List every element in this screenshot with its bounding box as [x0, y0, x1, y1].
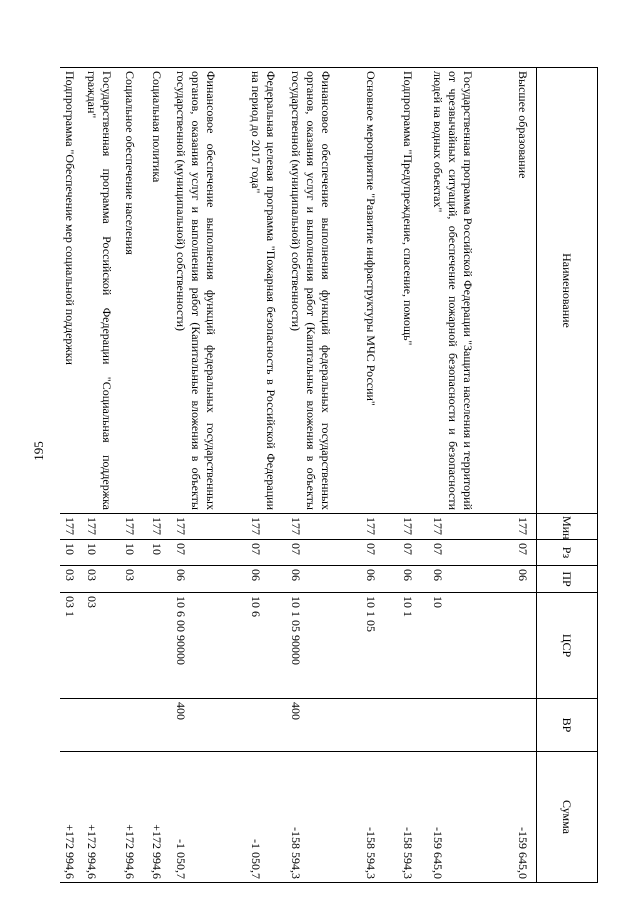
row-min: 177	[83, 514, 121, 540]
row-pr: 03	[121, 566, 148, 593]
row-rz: 07	[172, 540, 247, 566]
row-pr: 06	[399, 566, 429, 593]
row-min: 177	[247, 514, 287, 540]
header-rz: Рз	[537, 540, 598, 566]
row-csr: 10 6	[247, 593, 287, 699]
row-name: Федеральная целевая программа "Пожарная безопасность в Российской Федерации на период до 2017 года"	[247, 68, 287, 514]
row-vr	[514, 699, 537, 752]
row-name: Основное мероприятие "Развитие инфраструктуры МЧС России"	[362, 68, 399, 514]
table-row	[121, 68, 148, 883]
row-name: Подпрограмма "Обеспечение мер социальной поддержки	[61, 68, 83, 514]
row-rz: 07	[362, 540, 399, 566]
row-name: Государственная программа Российской Федерации "Социальная поддержка граждан"	[83, 68, 121, 514]
row-min: 177	[429, 514, 514, 540]
table-row	[247, 68, 287, 883]
row-sum: -1 050,7	[247, 752, 287, 883]
row-rz: 07	[429, 540, 514, 566]
row-vr	[121, 699, 148, 752]
row-rz: 07	[399, 540, 429, 566]
row-sum: -1 050,7	[172, 752, 247, 883]
row-rz: 07	[287, 540, 362, 566]
header-min: Мин	[537, 514, 598, 540]
row-csr	[121, 593, 148, 699]
row-csr: 10 1 05 90000	[287, 593, 362, 699]
row-vr	[148, 699, 172, 752]
row-pr: 06	[514, 566, 537, 593]
row-pr: 06	[362, 566, 399, 593]
row-rz: 10	[121, 540, 148, 566]
row-sum: -158 594,3	[399, 752, 429, 883]
row-name: Государственная программа Российской Федерации "Защита населения и территорий от чрезвычайных ситуаций, обеспечение пожарной безопасности и безопасности людей на водных объектах"	[429, 68, 514, 514]
table-row	[399, 68, 429, 883]
row-pr: 06	[429, 566, 514, 593]
row-sum: -158 594,3	[287, 752, 362, 883]
row-vr: 400	[172, 699, 247, 752]
row-rz: 10	[148, 540, 172, 566]
row-name: Финансовое обеспечение выполнения функций федеральных государственных органов, оказания услуг и выполнения работ (Капитальные вложения в объекты государственной (муниципальной) собственности)	[287, 68, 362, 514]
header-csr: ЦСР	[537, 593, 598, 699]
row-rz: 10	[61, 540, 83, 566]
header-name: Наименование	[537, 68, 598, 514]
header-sum: Сумма	[537, 752, 598, 883]
page-number: 195	[31, 441, 46, 461]
row-pr: 06	[247, 566, 287, 593]
row-sum: +172 994,6	[148, 752, 172, 883]
rotated-budget-page	[63, 67, 598, 882]
header-pr: ПР	[537, 566, 598, 593]
row-vr	[399, 699, 429, 752]
row-pr: 03	[61, 566, 83, 593]
row-csr	[514, 593, 537, 699]
row-csr: 10	[429, 593, 514, 699]
row-min: 177	[514, 514, 537, 540]
row-csr: 10 1	[399, 593, 429, 699]
table-row	[83, 68, 121, 883]
row-min: 177	[172, 514, 247, 540]
table-row	[61, 68, 83, 883]
row-rz: 07	[247, 540, 287, 566]
table-row	[172, 68, 247, 883]
row-vr	[61, 699, 83, 752]
row-min: 177	[362, 514, 399, 540]
row-sum: +172 994,6	[83, 752, 121, 883]
row-sum: -159 645,0	[514, 752, 537, 883]
table-row	[514, 68, 537, 883]
row-pr: 06	[287, 566, 362, 593]
row-vr	[429, 699, 514, 752]
row-name: Высшее образование	[514, 68, 537, 514]
row-csr: 10 6 00 90000	[172, 593, 247, 699]
table-row	[148, 68, 172, 883]
row-vr	[247, 699, 287, 752]
row-sum: -158 594,3	[362, 752, 399, 883]
row-name: Социальное обеспечение населения	[121, 68, 148, 514]
table-row	[287, 68, 362, 883]
row-name: Подпрограмма "Предупреждение, спасение, помощь"	[399, 68, 429, 514]
row-min: 177	[61, 514, 83, 540]
row-vr	[83, 699, 121, 752]
row-min: 177	[399, 514, 429, 540]
row-csr: 03 1	[61, 593, 83, 699]
row-vr: 400	[287, 699, 362, 752]
row-rz: 10	[83, 540, 121, 566]
row-csr: 10 1 05	[362, 593, 399, 699]
table-row	[429, 68, 514, 883]
row-pr	[148, 566, 172, 593]
row-pr: 03	[83, 566, 121, 593]
row-min: 177	[287, 514, 362, 540]
row-sum: +172 994,6	[61, 752, 83, 883]
row-sum: +172 994,6	[121, 752, 148, 883]
row-rz: 07	[514, 540, 537, 566]
header-row	[537, 68, 598, 883]
row-name: Финансовое обеспечение выполнения функций федеральных государственных органов, оказания услуг и выполнения работ (Капитальные вложения в объекты государственной (муниципальной) собственности)	[172, 68, 247, 514]
row-csr: 03	[83, 593, 121, 699]
table-row	[362, 68, 399, 883]
header-vr: ВР	[537, 699, 598, 752]
row-min: 177	[121, 514, 148, 540]
row-name: Социальная политика	[148, 68, 172, 514]
row-vr	[362, 699, 399, 752]
row-csr	[148, 593, 172, 699]
row-min: 177	[148, 514, 172, 540]
row-sum: -159 645,0	[429, 752, 514, 883]
budget-table	[61, 67, 599, 883]
row-pr: 06	[172, 566, 247, 593]
